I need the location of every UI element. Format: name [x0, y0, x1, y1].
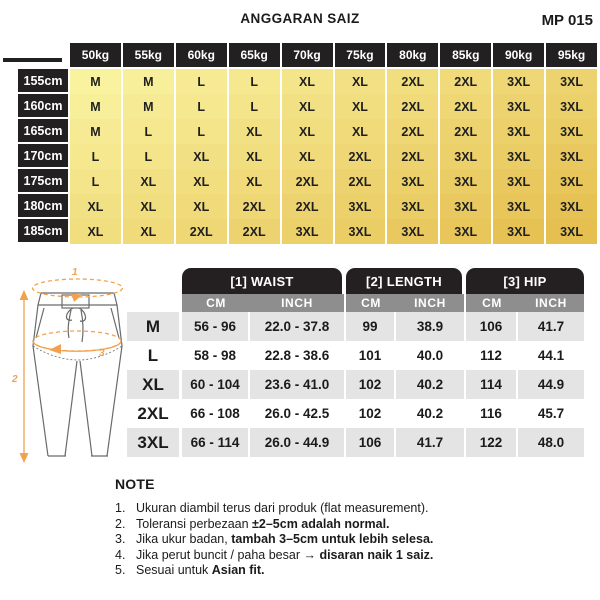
size-row-label: 2XL [127, 399, 182, 428]
note-text [136, 532, 433, 548]
size-cell: XL [176, 144, 227, 169]
size-cell: XL [282, 119, 333, 144]
size-cell: L [123, 119, 174, 144]
size-cell: 3XL [493, 69, 544, 94]
weight-header: 55kg [123, 43, 174, 67]
measure-value: 122 [466, 428, 518, 457]
hip-measure-arc [33, 341, 121, 351]
measure-value: 114 [466, 370, 518, 399]
size-cell: 2XL [387, 94, 438, 119]
size-cell: XL [70, 194, 121, 219]
note-text [136, 548, 433, 564]
measure-value: 44.9 [537, 377, 565, 392]
weight-header: 50kg [70, 43, 121, 67]
size-cell: 3XL [387, 194, 438, 219]
size-cell: M [123, 94, 174, 119]
note-text-normal: Jika perut buncit / paha besar → [136, 547, 320, 562]
size-cell: 3XL [493, 194, 544, 219]
measure-value: 106 [466, 312, 518, 341]
size-row-label: XL [127, 370, 182, 399]
measure-value: 102 [346, 370, 396, 399]
measure-value: 58 - 98 [182, 341, 250, 370]
size-cell: 3XL [335, 219, 386, 244]
size-cell: 3XL [440, 144, 491, 169]
size-cell: L [70, 144, 121, 169]
note-text-normal: Ukuran diambil terus dari produk (flat measurement). [136, 501, 429, 515]
note-text-normal: Sesuai untuk [136, 563, 212, 578]
size-cell: L [176, 119, 227, 144]
size-cell: XL [123, 219, 174, 244]
height-label: 165cm [18, 119, 68, 142]
note-text [136, 517, 390, 533]
table-row [127, 428, 584, 457]
measure-group-header: [2] LENGTH [346, 268, 462, 294]
measure-label-3: 3 [99, 348, 105, 359]
measure-subheader: INCH [396, 294, 466, 312]
size-cell: 2XL [282, 194, 333, 219]
size-cell: 3XL [546, 219, 597, 244]
measure-value: 102 [346, 399, 396, 428]
note-item [115, 501, 585, 517]
product-code: MP 015 [541, 12, 593, 29]
size-cell: XL [282, 94, 333, 119]
length-arrowhead-top [20, 290, 29, 300]
size-cell: 3XL [546, 94, 597, 119]
height-label: 155cm [18, 69, 68, 92]
measure-subheader: CM [466, 294, 518, 312]
measure-subheader: INCH [518, 294, 584, 312]
measure-value: 38.9 [396, 312, 466, 341]
size-cell: M [70, 119, 121, 144]
note-text-bold: disaran naik 1 saiz. [319, 547, 434, 562]
size-cell: 2XL [387, 119, 438, 144]
size-cell: 2XL [387, 144, 438, 169]
table-row [127, 399, 584, 428]
measure-group-header: [1] WAIST [182, 268, 342, 294]
size-cell: XL [176, 194, 227, 219]
size-cell: XL [335, 119, 386, 144]
size-cell: 3XL [493, 119, 544, 144]
note-number: 4. [115, 547, 126, 562]
measure-value: 106 [346, 428, 396, 457]
note-text-bold: tambah 3–5cm untuk lebih selesa. [231, 532, 434, 547]
note-list [115, 501, 585, 579]
spacer [18, 43, 68, 67]
measure-rows [127, 312, 584, 457]
size-cell: 3XL [387, 169, 438, 194]
note-section [115, 476, 585, 579]
size-cell: 2XL [282, 169, 333, 194]
note-text-normal: Toleransi perbezaan [136, 516, 253, 531]
size-cell: XL [176, 169, 227, 194]
table-row [127, 312, 584, 341]
size-row-label: M [127, 312, 182, 341]
size-cell: 3XL [546, 194, 597, 219]
size-cell: XL [229, 144, 280, 169]
note-number: 5. [115, 563, 126, 578]
weight-header: 75kg [335, 43, 386, 67]
size-cell: 3XL [387, 219, 438, 244]
spacer [127, 294, 182, 312]
size-cell: XL [123, 194, 174, 219]
size-cell: XL [229, 169, 280, 194]
measure-value: 26.0 - 44.9 [250, 428, 346, 457]
size-cell: 2XL [335, 169, 386, 194]
measure-group-header: [3] HIP [466, 268, 584, 294]
note-number: 3. [115, 532, 126, 547]
size-row-label: 3XL [127, 428, 182, 457]
measure-group-row [127, 268, 584, 294]
weight-header: 95kg [546, 43, 597, 67]
height-label: 185cm [18, 219, 68, 242]
size-row-label: L [127, 341, 182, 370]
measure-value: 56 - 96 [182, 312, 250, 341]
measure-value: 45.7 [537, 406, 565, 421]
measure-value: 48.0 [537, 435, 565, 450]
note-text-bold: ±2–5cm adalah normal. [252, 516, 390, 531]
measure-value: 101 [346, 341, 396, 370]
size-cell: XL [282, 69, 333, 94]
table-row [127, 341, 584, 370]
weight-header: 70kg [282, 43, 333, 67]
note-text [136, 501, 428, 517]
measure-subheader: INCH [250, 294, 346, 312]
measure-label-2: 2 [12, 374, 18, 385]
measure-subheader-row [127, 294, 584, 312]
measure-value: 40.2 [396, 370, 466, 399]
height-label: 180cm [18, 194, 68, 217]
size-cell: 2XL [229, 219, 280, 244]
size-cell: XL [335, 94, 386, 119]
size-cell: L [70, 169, 121, 194]
size-cell: 3XL [440, 194, 491, 219]
measure-value: 66 - 114 [182, 428, 250, 457]
measure-value: 112 [466, 341, 518, 370]
size-cell: 3XL [493, 219, 544, 244]
measure-value: 40.2 [396, 399, 466, 428]
size-cell: 2XL [229, 194, 280, 219]
size-cell: 3XL [546, 144, 597, 169]
measure-value: 60 - 104 [182, 370, 250, 399]
size-cell: 2XL [176, 219, 227, 244]
size-cell: 3XL [493, 94, 544, 119]
weight-header: 85kg [440, 43, 491, 67]
weight-header: 80kg [387, 43, 438, 67]
size-cell: L [176, 94, 227, 119]
measure-value: 99 [346, 312, 396, 341]
weight-header: 90kg [493, 43, 544, 67]
length-arrowhead-bottom [20, 453, 29, 463]
measure-value: 41.7 [537, 319, 565, 334]
measure-value: 66 - 108 [182, 399, 250, 428]
note-number: 1. [115, 501, 126, 515]
size-cell: 3XL [546, 69, 597, 94]
size-cell: 3XL [493, 169, 544, 194]
measure-subheader: CM [182, 294, 250, 312]
note-number: 2. [115, 516, 126, 531]
height-label: 160cm [18, 94, 68, 117]
size-cell: XL [229, 119, 280, 144]
note-item [115, 532, 585, 548]
measure-value: 22.0 - 37.8 [250, 312, 346, 341]
note-text-normal: Jika ukur badan, [136, 532, 232, 547]
note-title: NOTE [115, 476, 155, 492]
size-cell: 3XL [493, 144, 544, 169]
size-matrix-grid [18, 69, 597, 244]
size-cell: L [229, 94, 280, 119]
size-cell: 3XL [335, 194, 386, 219]
size-cell: L [176, 69, 227, 94]
measure-value: 40.0 [396, 341, 466, 370]
hip-measure-ellipse [33, 331, 121, 351]
size-cell: 2XL [335, 144, 386, 169]
size-cell: 2XL [440, 69, 491, 94]
note-text-bold: Asian fit. [211, 563, 265, 578]
weight-header-row [18, 43, 597, 67]
note-item [115, 563, 585, 579]
size-cell: XL [70, 219, 121, 244]
spacer [127, 268, 182, 294]
size-cell: XL [123, 169, 174, 194]
size-cell: 3XL [440, 219, 491, 244]
size-cell: 3XL [282, 219, 333, 244]
size-cell: XL [335, 69, 386, 94]
size-cell: 3XL [546, 119, 597, 144]
measure-value: 44.1 [537, 348, 565, 363]
measure-value: 22.8 - 38.6 [250, 341, 346, 370]
table-row [127, 370, 584, 399]
size-cell: XL [282, 144, 333, 169]
measurements-table [127, 268, 584, 457]
size-cell: M [70, 69, 121, 94]
size-cell: 2XL [387, 69, 438, 94]
height-label: 170cm [18, 144, 68, 167]
note-text [136, 563, 265, 579]
size-cell: 2XL [440, 119, 491, 144]
size-cell: 3XL [546, 169, 597, 194]
size-cell: 3XL [440, 169, 491, 194]
note-item [115, 517, 585, 533]
size-cell: L [123, 144, 174, 169]
measure-value: 23.6 - 41.0 [250, 370, 346, 399]
measure-value: 116 [466, 399, 518, 428]
measure-label-1: 1 [72, 267, 78, 278]
size-cell: L [229, 69, 280, 94]
measure-value: 26.0 - 42.5 [250, 399, 346, 428]
page-title: ANGGARAN SAIZ [240, 11, 360, 26]
measure-value: 41.7 [396, 428, 466, 457]
size-cell: 2XL [440, 94, 491, 119]
weight-header: 60kg [176, 43, 227, 67]
size-cell: M [70, 94, 121, 119]
pants-outline [33, 293, 122, 456]
size-cell: M [123, 69, 174, 94]
weight-header: 65kg [229, 43, 280, 67]
height-label: 175cm [18, 169, 68, 192]
note-item [115, 548, 585, 564]
measure-subheader: CM [346, 294, 396, 312]
size-matrix [18, 43, 597, 244]
